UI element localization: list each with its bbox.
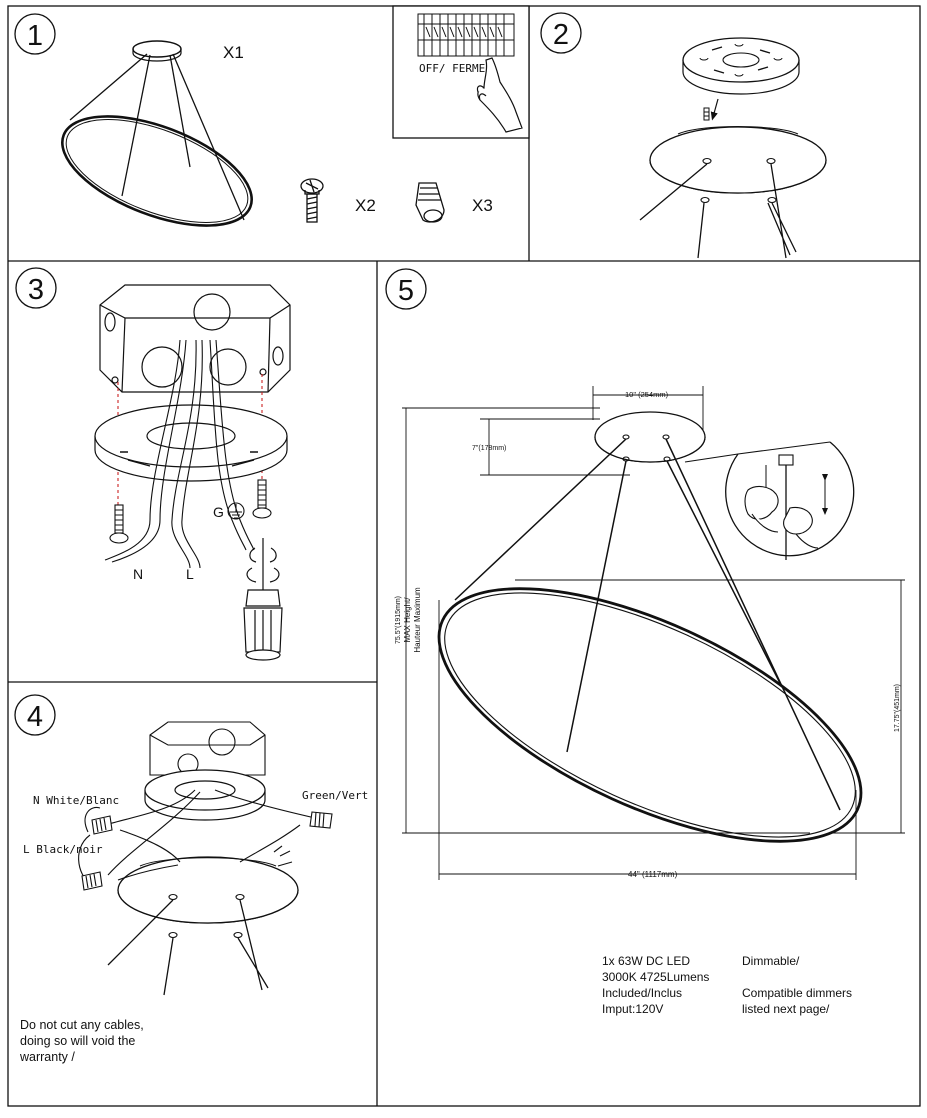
svg-text:doing so will void the: doing so will void the: [20, 1034, 136, 1048]
line-wire-label: L Black/noir: [23, 843, 103, 856]
canopy-drawing: [595, 412, 705, 462]
svg-text:75.5"(1915mm): 75.5"(1915mm): [395, 595, 402, 645]
step-number-3: [16, 268, 56, 308]
panel2-screw-icon: [704, 108, 709, 120]
step-number-1: [15, 14, 55, 54]
warning-text: [19, 1018, 144, 1064]
svg-text:3000K 4725Lumens: 3000K 4725Lumens: [602, 970, 710, 984]
mounting-plate-drawing: [145, 770, 265, 820]
wire-nut-line-icon: [82, 872, 102, 890]
neutral-wire-label: N White/Blanc: [33, 794, 120, 807]
screw-direction-arrow: [713, 99, 718, 117]
svg-text:4: 4: [26, 701, 44, 733]
breaker-inset: [393, 6, 529, 138]
mounting-plate-drawing: [683, 38, 799, 94]
ground-wire-label: Green/Vert: [302, 789, 369, 802]
qty-wire-nuts: X3: [472, 196, 493, 215]
svg-text:Compatible dimmers: Compatible dimmers: [742, 986, 853, 1000]
panel-5: [402, 386, 905, 893]
canopy-drawing: [108, 857, 298, 995]
step-number-5: [386, 269, 426, 309]
wire-nut-ground-icon: [310, 812, 332, 828]
spec-list-left: [602, 954, 709, 1016]
height-adjust-detail: [685, 442, 854, 560]
step-number-2: [541, 13, 581, 53]
svg-text:2: 2: [552, 19, 570, 51]
ring-width-label: 44" (1117mm): [628, 870, 678, 879]
panel-4: [79, 722, 332, 995]
svg-text:Do not cut any cables,: Do not cut any cables,: [20, 1018, 144, 1032]
panel-2: [640, 38, 826, 258]
step-number-4: [15, 695, 55, 735]
ground-symbol-icon: [228, 503, 244, 519]
line-label: L: [186, 566, 194, 582]
svg-text:1: 1: [26, 20, 44, 52]
fixture-ring-drawing: [48, 41, 266, 248]
neutral-label: N: [133, 566, 144, 582]
canopy-width-label: 10" (254mm): [625, 390, 669, 399]
svg-text:Dimmable/: Dimmable/: [742, 954, 800, 968]
svg-text:listed next page/: listed next page/: [742, 1002, 830, 1016]
svg-text:Hauteur Maximum: Hauteur Maximum: [413, 587, 422, 653]
wire-nut-neutral-icon: [92, 816, 112, 834]
canopy-height-label: 7"(178mm): [472, 445, 507, 452]
panel-3: [95, 285, 290, 660]
panel-1: [48, 6, 529, 248]
ground-label: G: [213, 504, 224, 520]
ground-screw-icon: [274, 846, 292, 866]
junction-box-drawing: [150, 722, 265, 775]
ring-drawing: [404, 537, 895, 894]
max-height-label: [395, 587, 422, 653]
qty-screws: X2: [355, 196, 376, 215]
svg-text:MAX Height/: MAX Height/: [403, 597, 412, 643]
screwdriver-icon: [244, 538, 282, 660]
svg-text:Imput:120V: Imput:120V: [602, 1002, 664, 1016]
svg-text:warranty /: warranty /: [20, 1050, 75, 1064]
right-mounting-screw-icon: [253, 480, 271, 518]
qty-fixture: X1: [223, 43, 244, 62]
breaker-off-label: OFF/ FERME: [419, 62, 486, 75]
wire-nut-icon: [416, 183, 444, 222]
svg-text:3: 3: [27, 274, 45, 306]
spec-list-right: [742, 954, 852, 1016]
svg-text:Included/Inclus: Included/Inclus: [602, 986, 683, 1000]
canopy-drawing: [640, 127, 826, 259]
screw-icon: [301, 179, 323, 222]
left-mounting-screw-icon: [110, 505, 128, 543]
ring-height-label: 17.75"(451mm): [894, 683, 901, 733]
svg-text:1x 63W DC LED: 1x 63W DC LED: [602, 954, 691, 968]
svg-text:5: 5: [397, 275, 415, 307]
